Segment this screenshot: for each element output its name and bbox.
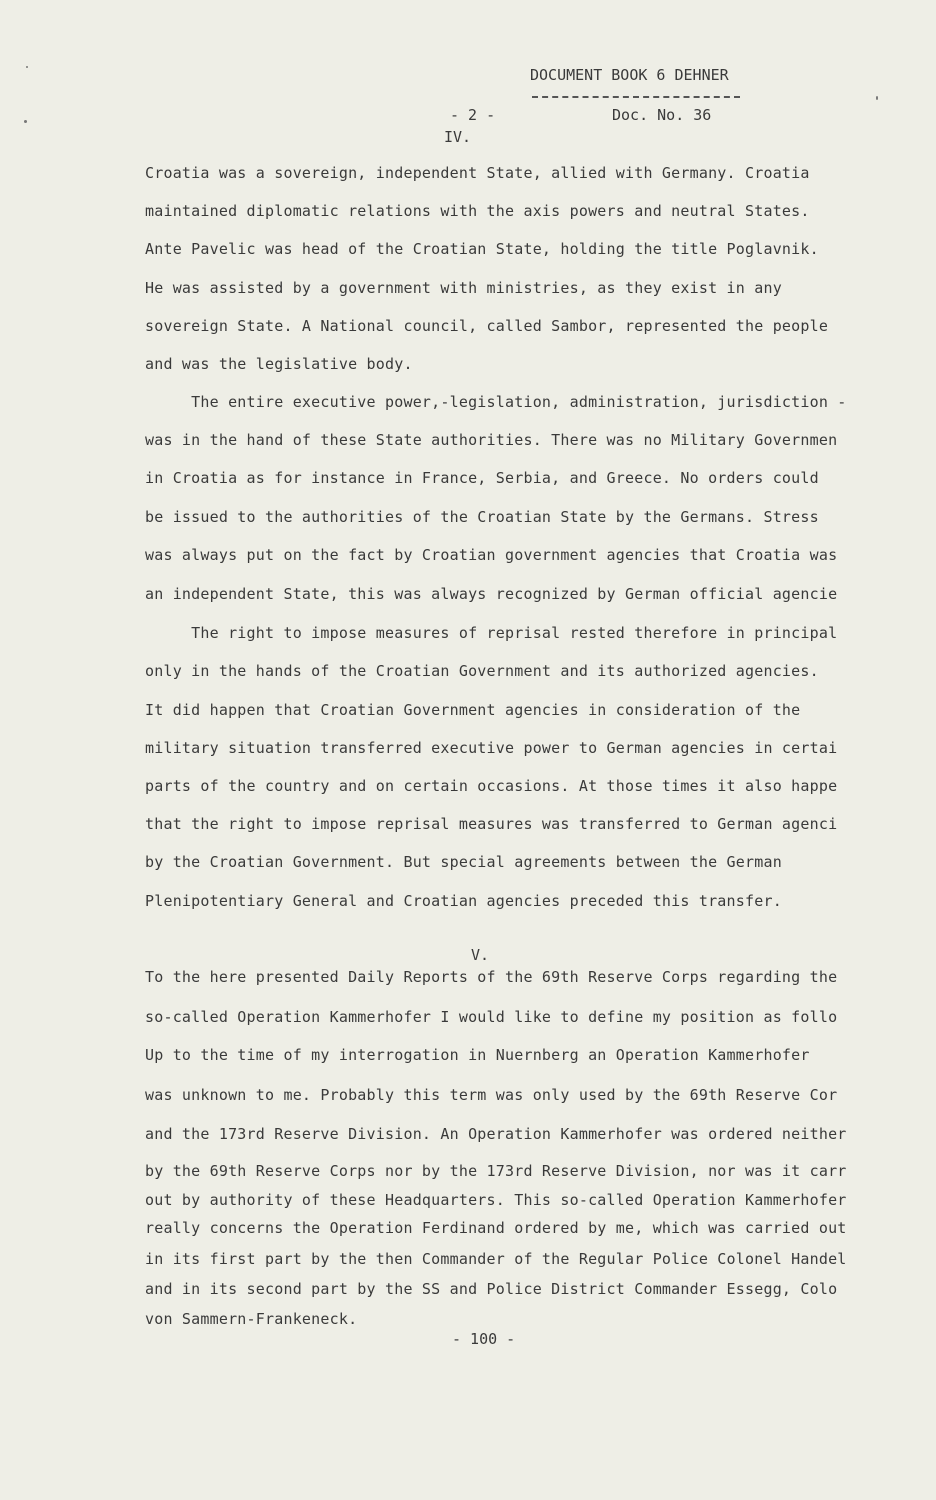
document-book-title: DOCUMENT BOOK 6 DEHNER bbox=[530, 66, 729, 84]
body-line: Plenipotentiary General and Croatian agencies preceded this transfer. bbox=[145, 892, 782, 910]
body-line: by the Croatian Government. But special agreements between the German bbox=[145, 853, 782, 871]
section-heading-v: V. bbox=[471, 946, 490, 964]
body-line: in Croatia as for instance in France, Serbia, and Greece. No orders could bbox=[145, 469, 819, 487]
body-line: sovereign State. A National council, called Sambor, represented the people bbox=[145, 317, 829, 335]
body-line: and in its second part by the SS and Police District Commander Essegg, Colo bbox=[145, 1280, 838, 1298]
body-line: an independent State, this was always recognized by German official agencie bbox=[145, 585, 838, 603]
body-line: He was assisted by a government with ministries, as they exist in any bbox=[145, 279, 782, 297]
body-line: and the 173rd Reserve Division. An Operation Kammerhofer was ordered neither bbox=[145, 1125, 847, 1143]
body-line: Up to the time of my interrogation in Nuernberg an Operation Kammerhofer bbox=[145, 1046, 810, 1064]
body-line: To the here presented Daily Reports of the 69th Reserve Corps regarding the bbox=[145, 968, 838, 986]
body-line: parts of the country and on certain occasions. At those times it also happe bbox=[145, 777, 838, 795]
body-line: The entire executive power,-legislation, administration, jurisdiction - bbox=[145, 393, 847, 411]
body-line: out by authority of these Headquarters. This so-called Operation Kammerhofer bbox=[145, 1191, 847, 1209]
doc-number: Doc. No. 36 bbox=[612, 106, 712, 124]
body-line: Ante Pavelic was head of the Croatian State, holding the title Poglavnik. bbox=[145, 240, 819, 258]
body-line: military situation transferred executive power to German agencies in certai bbox=[145, 739, 838, 757]
header-dashed-rule bbox=[532, 96, 740, 98]
page-number-bottom: - 100 - bbox=[452, 1330, 516, 1348]
body-line: It did happen that Croatian Government agencies in consideration of the bbox=[145, 701, 801, 719]
body-line: so-called Operation Kammerhofer I would like to define my position as follo bbox=[145, 1008, 838, 1026]
body-line: only in the hands of the Croatian Government and its authorized agencies. bbox=[145, 662, 819, 680]
body-line: was unknown to me. Probably this term was only used by the 69th Reserve Cor bbox=[145, 1086, 838, 1104]
body-line: be issued to the authorities of the Croatian State by the Germans. Stress bbox=[145, 508, 819, 526]
body-line: really concerns the Operation Ferdinand ordered by me, which was carried out bbox=[145, 1219, 847, 1237]
body-line: that the right to impose reprisal measures was transferred to German agenci bbox=[145, 815, 838, 833]
paper-speck bbox=[26, 66, 28, 68]
section-heading-iv: IV. bbox=[444, 128, 472, 146]
page-number-top: - 2 - bbox=[450, 106, 496, 124]
body-line: maintained diplomatic relations with the axis powers and neutral States. bbox=[145, 202, 810, 220]
paper-speck bbox=[24, 120, 27, 123]
body-line: Croatia was a sovereign, independent State, allied with Germany. Croatia bbox=[145, 164, 810, 182]
body-line: and was the legislative body. bbox=[145, 355, 413, 373]
body-line: von Sammern-Frankeneck. bbox=[145, 1310, 358, 1328]
body-line: The right to impose measures of reprisal rested therefore in principal bbox=[145, 624, 838, 642]
body-line: in its first part by the then Commander of the Regular Police Colonel Handel bbox=[145, 1250, 847, 1268]
body-line: was always put on the fact by Croatian government agencies that Croatia was bbox=[145, 546, 838, 564]
body-line: by the 69th Reserve Corps nor by the 173rd Reserve Division, nor was it carr bbox=[145, 1162, 847, 1180]
body-line: was in the hand of these State authorities. There was no Military Governmen bbox=[145, 431, 838, 449]
paper-speck bbox=[876, 96, 878, 100]
